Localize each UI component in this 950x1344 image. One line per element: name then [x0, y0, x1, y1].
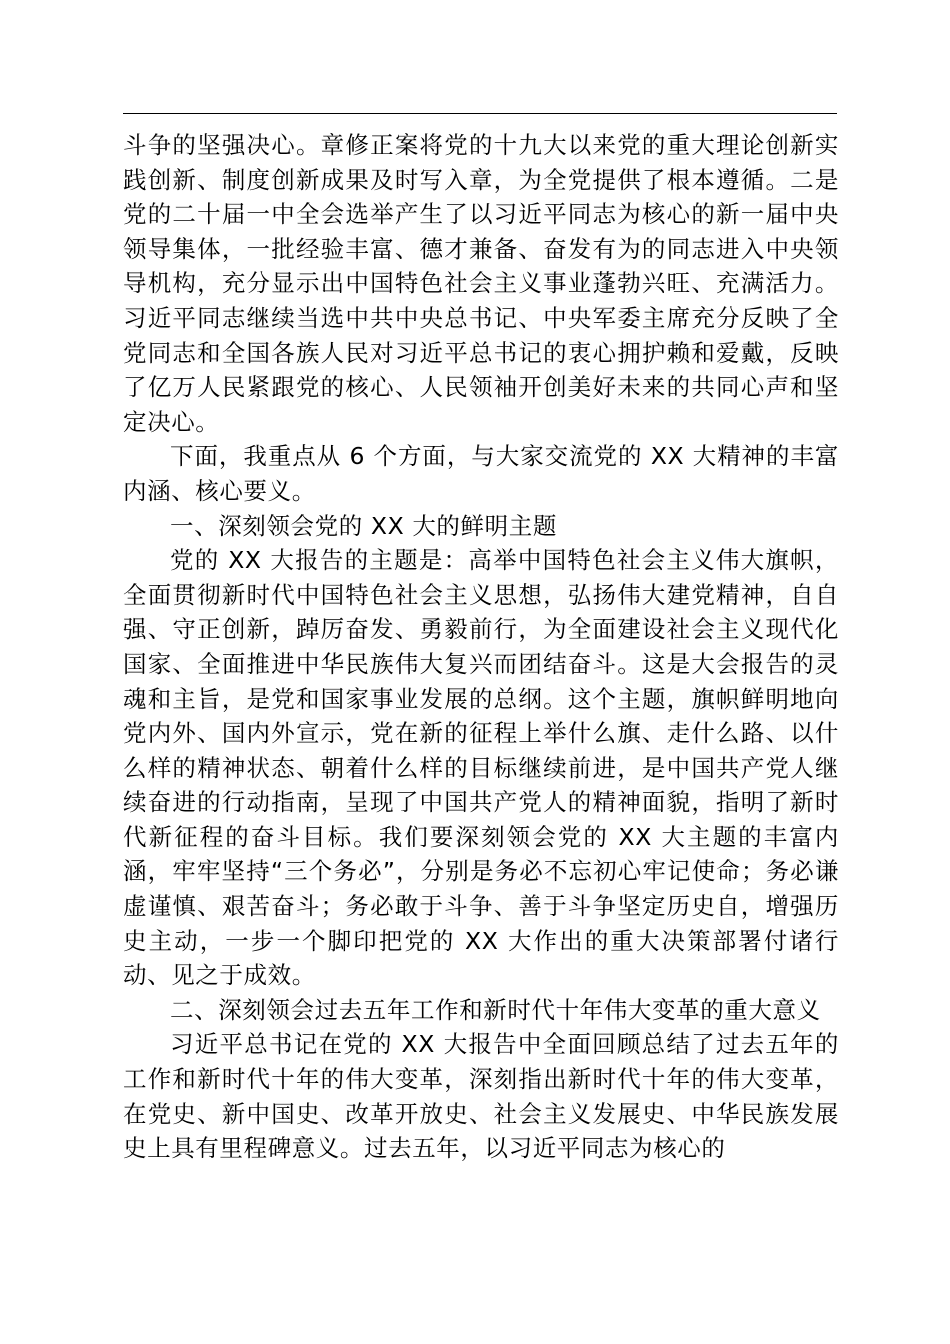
body-paragraph: 下面，我重点从 6 个方面，与大家交流党的 XX 大精神的丰富内涵、核心要义。: [123, 442, 839, 505]
body-paragraph: 斗争的坚强决心。章修正案将党的十九大以来党的重大理论创新实践创新、制度创新成果及时写入章，为全党提供了根本遵循。二是党的二十届一中全会选举产生了以习近平同志为核心的新一届中央领导集体，一批经验丰富、德才兼备、奋发有为的同志进入中央领导机构，充分显示出中国特色社会主义事业蓬勃兴旺、充满活力。习近平同志继续当选中共中央总书记、中央军委主席充分反映了全党同志和全国各族人民对习近平总书记的衷心拥护赖和爱戴，反映了亿万人民紧跟党的核心、人民领袖开创美好未来的共同心声和坚定决心。: [123, 131, 839, 436]
body-paragraph: 党的 XX 大报告的主题是：高举中国特色社会主义伟大旗帜，全面贯彻新时代中国特色社会主义思想，弘扬伟大建党精神，自自强、守正创新，踔厉奋发、勇毅前行，为全面建设社会主义现代化国家、全面推进中华民族伟大复兴而团结奋斗。这是大会报告的灵魂和主旨，是党和国家事业发展的总纲。这个主题，旗帜鲜明地向党内外、国内外宣示，党在新的征程上举什么旗、走什么路、以什么样的精神状态、朝着什么样的目标继续前进，是中国共产党人继续奋进的行动指南，呈现了中国共产党人的精神面貌，指明了新时代新征程的奋斗目标。我们要深刻领会党的 XX 大主题的丰富内涵，牢牢坚持“三个务必”，分别是务必不忘初心牢记使命；务必谦虚谨慎、艰苦奋斗；务必敢于斗争、善于斗争坚定历史自，增强历史主动，一步一个脚印把党的 XX 大作出的重大决策部署付诸行动、见之于成效。: [123, 546, 839, 990]
header-rule: [123, 113, 837, 114]
section-heading: 二、深刻领会过去五年工作和新时代十年伟大变革的重大意义: [170, 995, 821, 1024]
document-body: [123, 128, 839, 1166]
body-paragraph: 习近平总书记在党的 XX 大报告中全面回顾总结了过去五年的工作和新时代十年的伟大变革，深刻指出新时代十年的伟大变革，在党史、新中国史、改革开放史、社会主义发展史、中华民族发展史上具有里程碑意义。过去五年，以习近平同志为核心的: [123, 1030, 839, 1163]
section-heading: 一、深刻领会党的 XX 大的鲜明主题: [170, 511, 557, 540]
